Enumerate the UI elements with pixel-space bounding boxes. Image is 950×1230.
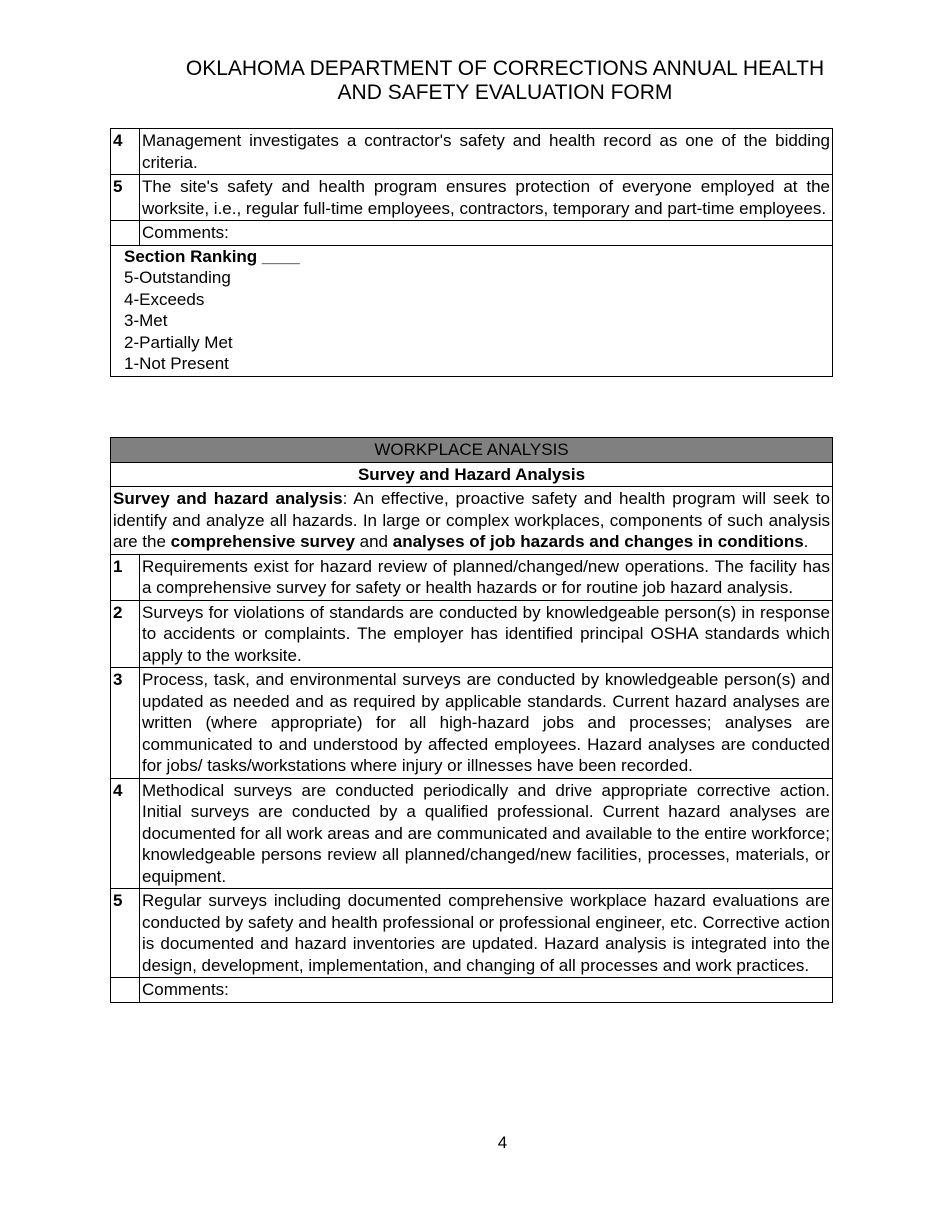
table-row [111,889,833,978]
comments-label[interactable]: Comments: [140,978,833,1003]
ranking-option: 4-Exceeds [124,289,205,309]
title-line-1: OKLAHOMA DEPARTMENT OF CORRECTIONS ANNUAL HEALTH [185,57,825,80]
intro-bold-1: Survey and hazard analysis [113,489,343,508]
comments-number-cell [111,978,140,1003]
subheader-row [111,462,833,487]
page-title [160,57,850,105]
section-subheader: Survey and Hazard Analysis [111,462,833,487]
item-number: 5 [111,889,140,978]
table-row [111,668,833,779]
item-text: Management investigates a contractor's safety and health record as one of the bidding criteria. [140,129,833,175]
ranking-option: 2-Partially Met [124,332,233,352]
section-ranking-cell [111,245,833,376]
table-row [111,778,833,889]
section-ranking-row [111,245,833,376]
item-text: Surveys for violations of standards are conducted by knowledgeable person(s) in response to accidents or complaints. The employer has identified principal OSHA standards which apply to the worksite. [140,600,833,668]
page-number: 4 [497,1133,508,1152]
item-number: 4 [111,778,140,889]
item-number: 3 [111,668,140,779]
workplace-analysis-table [110,437,833,1003]
table-row [111,129,833,175]
ranking-option: 1-Not Present [124,354,229,373]
intro-bold-2: comprehensive survey [170,532,355,551]
intro-row [111,487,833,555]
section-ranking-label[interactable]: Section Ranking ____ [124,246,300,266]
ranking-option: 3-Met [124,311,168,330]
intro-text-1: : An effective, proactive safety and health program will seek to identify and analyze all hazards. In large or complex workplaces, components of such analysis are the [113,489,830,551]
item-number: 5 [111,175,140,221]
comments-number-cell [111,221,140,246]
table-row [111,175,833,221]
title-line-2: AND SAFETY EVALUATION FORM [337,81,673,104]
table-row [111,554,833,600]
comments-row [111,978,833,1003]
section-header-row [111,438,833,463]
item-number: 1 [111,554,140,600]
comments-label[interactable]: Comments: [140,221,833,246]
table-row [111,600,833,668]
item-number: 2 [111,600,140,668]
item-text: Regular surveys including documented comprehensive workplace hazard evaluations are conducted by safety and health professional or professional engineer, etc. Corrective action is documented and hazard inventories are updated. Hazard analysis is integrated into the design, development, implementation, and changing of all processes and work practices. [140,889,833,978]
intro-text-3: . [803,532,809,551]
ranking-option: 5-Outstanding [124,268,231,287]
intro-text-2: and [354,532,393,551]
item-number: 4 [111,129,140,175]
previous-section-table [110,128,833,377]
section-header: WORKPLACE ANALYSIS [111,438,833,463]
item-text: Process, task, and environmental surveys are conducted by knowledgeable person(s) and updated as needed and as required by applicable standards. Current hazard analyses are written (where appropriate) for all high-hazard jobs and processes; analyses are communicated to and understood by affected employees. Hazard analyses are conducted for jobs/ tasks/workstations where injury or illnesses have been recorded. [140,668,833,779]
intro-bold-3: analyses of job hazards and changes in conditions [392,532,804,551]
item-text: The site's safety and health program ensures protection of everyone employed at the worksite, i.e., regular full-time employees, contractors, temporary and part-time employees. [140,175,833,221]
item-text: Requirements exist for hazard review of planned/changed/new operations. The facility has a comprehensive survey for safety or health hazards or for routine job hazard analysis. [140,554,833,600]
item-text: Methodical surveys are conducted periodically and drive appropriate corrective action. Initial surveys are conducted by a qualified professional. Current hazard analyses are documented for all work areas and are communicated and available to the entire workforce; knowledgeable persons review all planned/changed/new facilities, processes, materials, or equipment. [140,778,833,889]
comments-row [111,221,833,246]
section-intro [111,487,833,555]
